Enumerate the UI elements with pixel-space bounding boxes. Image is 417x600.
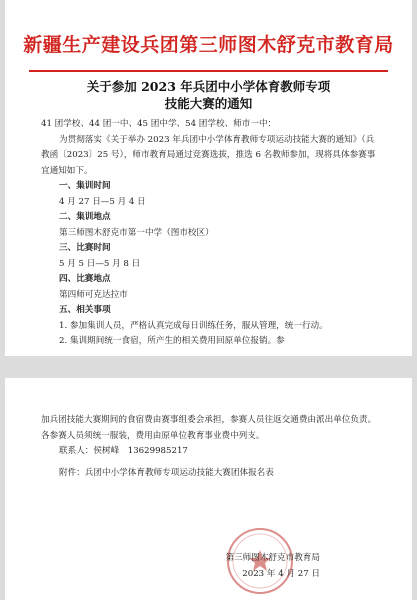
continued-paragraph: 加兵团技能大赛期间的食宿费由赛事组委会承担，参赛人员往返交通费由派出单位负责。各参赛人员须统一服装，费用由原单位教育事业费中列支。 [41, 415, 377, 441]
document-page-1 [5, 0, 412, 356]
section-4-text: 第四师可克达拉市 [59, 289, 128, 300]
document-title [25, 78, 392, 112]
recipients-line: 41 团学校、44 团一中、45 团中学、54 团学校、师市一中： [41, 119, 277, 129]
section-3-text: 5 月 5 日—5 月 8 日 [59, 258, 141, 269]
section-4-heading: 四、比赛地点 [59, 274, 111, 284]
signing-date: 2023 年 4 月 27 日 [242, 569, 320, 579]
section-5-item-1: 1. 参加集训人员，严格认真完成每日训练任务，服从管理，统一行动。 [59, 320, 328, 331]
contact-line: 联系人：侯树峰 13629985217 [59, 446, 188, 456]
section-1-heading: 一、集训时间 [59, 181, 111, 191]
document-body [41, 117, 382, 350]
section-2-text: 第三师图木舒克市第一中学（图市校区） [59, 227, 214, 238]
section-5-item-2: 2. 集训期间统一食宿，所产生的相关费用回原单位报销。参 [59, 336, 285, 346]
section-2-heading: 二、集训地点 [59, 212, 111, 222]
attachment-line: 附件：兵团中小学体育教师专项运动技能大赛团体报名表 [59, 467, 274, 478]
signature-block [225, 550, 320, 582]
intro-paragraph: 为贯彻落实《关于举办 2023 年兵团中小学体育教师专项运动技能大赛的通知》（兵教函〔2023〕25 号），师市教育局通过竞赛选拔，推选 6 名教师参加，现将具体参赛事宜通知如下。 [41, 134, 376, 176]
section-3-heading: 三、比赛时间 [59, 243, 111, 253]
issuing-organization-header: 新疆生产建设兵团第三师图木舒克市教育局 [23, 34, 394, 56]
title-line-2: 技能大赛的通知 [164, 96, 253, 111]
red-divider-line [29, 70, 388, 72]
section-1-text: 4 月 27 日—5 月 4 日 [59, 196, 146, 207]
document-body-continued [41, 413, 382, 481]
signer-name: 第三师图木舒克市教育局 [225, 553, 320, 563]
title-line-1: 关于参加 2023 年兵团中小学体育教师专项 [86, 79, 331, 94]
document-page-2 [5, 378, 412, 600]
section-5-heading: 五、相关事项 [59, 305, 111, 315]
